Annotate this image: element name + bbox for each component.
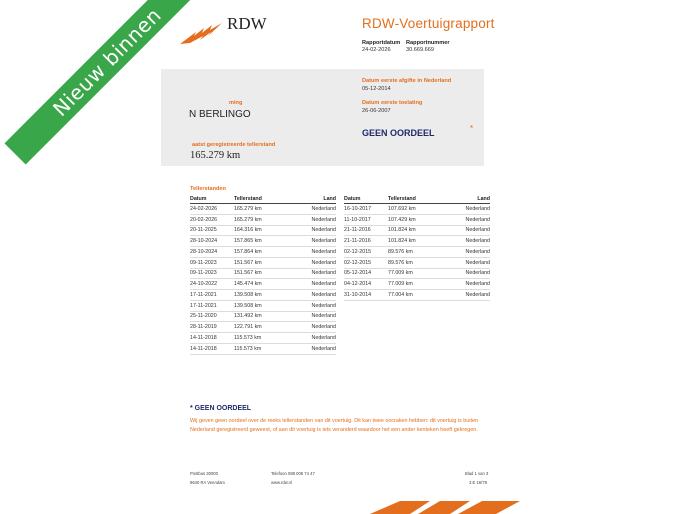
table-row	[344, 236, 490, 247]
cell-reading: 115.573 km	[234, 343, 286, 354]
table-row	[190, 247, 336, 258]
footer-phone: Telefoon 088 008 74 47	[271, 471, 315, 476]
cell-country: Nederland	[286, 279, 336, 290]
table-row	[190, 236, 336, 247]
cell-date: 31-10-2014	[344, 290, 388, 301]
column-header-country: Land	[286, 195, 336, 204]
cell-reading: 77.009 km	[388, 279, 440, 290]
cell-reading: 157.864 km	[234, 247, 286, 258]
cell-date: 25-11-2020	[190, 311, 234, 322]
table-row	[190, 225, 336, 236]
cell-country: Nederland	[440, 290, 490, 301]
verdict-text: GEEN OORDEEL	[362, 128, 435, 138]
footnote-text: Wij geven geen oordeel over de reeks tellerstanden van dit voertuig. Dit kan twee oorzaken hebben: dit voertuig is buiten Nederland geregistreerd geweest, of aan dit voertuig is iets veranderd waardoor het een ander kenteken heeft gekregen.	[190, 418, 478, 433]
cell-reading: 89.576 km	[388, 257, 440, 268]
cell-country: Nederland	[286, 290, 336, 301]
odometer-label: aatst geregistreerde tellerstand	[192, 142, 276, 148]
table-row	[190, 311, 336, 322]
cell-reading: 145.474 km	[234, 279, 286, 290]
brand-label: ming	[229, 100, 243, 106]
cell-country: Nederland	[286, 311, 336, 322]
first-admission-value: 26-06-2007	[362, 108, 391, 114]
cell-reading: 77.004 km	[388, 290, 440, 301]
footer-page: Blad 1 van 3	[465, 471, 489, 476]
cell-reading: 157.865 km	[234, 236, 286, 247]
cell-reading: 115.573 km	[234, 333, 286, 344]
cell-reading: 131.492 km	[234, 311, 286, 322]
cell-date: 02-12-2015	[344, 257, 388, 268]
footer-code: 3.E 16/79	[469, 480, 487, 485]
report-number-label: Rapportnummer	[406, 40, 450, 46]
cell-country: Nederland	[286, 333, 336, 344]
table-row	[344, 247, 490, 258]
cell-date: 28-11-2019	[190, 322, 234, 333]
table-row	[190, 333, 336, 344]
cell-reading: 107.429 km	[388, 214, 440, 225]
report-date-value: 24-02-2026	[362, 47, 391, 53]
table-row	[190, 268, 336, 279]
column-header-date: Datum	[344, 195, 388, 204]
cell-country: Nederland	[440, 268, 490, 279]
cell-reading: 101.824 km	[388, 225, 440, 236]
cell-reading: 139.508 km	[234, 290, 286, 301]
table-row	[190, 257, 336, 268]
cell-date: 05-12-2014	[344, 268, 388, 279]
cell-date: 14-11-2018	[190, 343, 234, 354]
table-row	[344, 268, 490, 279]
table-row	[190, 279, 336, 290]
footer-postbus: Postbus 30000	[190, 471, 218, 476]
cell-country: Nederland	[286, 214, 336, 225]
table-row	[190, 290, 336, 301]
cell-reading: 165.279 km	[234, 204, 286, 215]
cell-date: 16-10-2017	[344, 204, 388, 215]
logo-text: RDW	[227, 14, 267, 33]
cell-reading: 107.692 km	[388, 204, 440, 215]
table-row	[344, 257, 490, 268]
verdict-footnote-mark: *	[470, 124, 474, 133]
ribbon-label: Nieuw binnen	[48, 3, 166, 121]
cell-country: Nederland	[286, 257, 336, 268]
cell-date: 20-02-2026	[190, 214, 234, 225]
cell-country: Nederland	[440, 225, 490, 236]
cell-reading: 122.791 km	[234, 322, 286, 333]
cell-country: Nederland	[286, 268, 336, 279]
cell-reading: 89.576 km	[388, 247, 440, 258]
cell-country: Nederland	[440, 204, 490, 215]
footer-decoration-icon	[370, 497, 530, 514]
cell-country: Nederland	[286, 204, 336, 215]
table-row	[344, 279, 490, 290]
column-header-date: Datum	[190, 195, 234, 204]
cell-date: 28-10-2024	[190, 247, 234, 258]
table-row	[190, 300, 336, 311]
cell-country: Nederland	[286, 300, 336, 311]
cell-reading: 164.316 km	[234, 225, 286, 236]
cell-reading: 77.009 km	[388, 268, 440, 279]
cell-country: Nederland	[286, 225, 336, 236]
cell-reading: 151.567 km	[234, 268, 286, 279]
brand-value: N BERLINGO	[189, 109, 251, 120]
cell-date: 20-11-2025	[190, 225, 234, 236]
table-row	[190, 214, 336, 225]
cell-reading: 101.824 km	[388, 236, 440, 247]
cell-date: 09-11-2023	[190, 257, 234, 268]
table-row	[344, 204, 490, 215]
cell-reading: 139.508 km	[234, 300, 286, 311]
report-number-value: 30.669.669	[406, 47, 434, 53]
footnote-title: * GEEN OORDEEL	[190, 405, 252, 412]
cell-date: 24-10-2022	[190, 279, 234, 290]
cell-date: 24-02-2026	[190, 204, 234, 215]
cell-date: 17-11-2021	[190, 290, 234, 301]
odometer-value: 165.279 km	[190, 150, 241, 161]
cell-country: Nederland	[440, 279, 490, 290]
table-row	[190, 343, 336, 354]
cell-reading: 151.567 km	[234, 257, 286, 268]
cell-country: Nederland	[286, 236, 336, 247]
cell-reading: 165.279 km	[234, 214, 286, 225]
table-row	[344, 290, 490, 301]
column-header-country: Land	[440, 195, 490, 204]
cell-date: 14-11-2018	[190, 333, 234, 344]
cell-date: 17-11-2021	[190, 300, 234, 311]
cell-date: 09-11-2023	[190, 268, 234, 279]
cell-date: 04-12-2014	[344, 279, 388, 290]
cell-country: Nederland	[286, 343, 336, 354]
cell-country: Nederland	[286, 322, 336, 333]
first-nl-value: 05-12-2014	[362, 86, 391, 92]
cell-country: Nederland	[286, 247, 336, 258]
cell-country: Nederland	[440, 214, 490, 225]
first-admission-label: Datum eerste toelating	[362, 100, 423, 106]
readings-table-left	[190, 195, 336, 355]
readings-section-title: Tellerstanden	[190, 186, 226, 192]
cell-date: 11-10-2017	[344, 214, 388, 225]
footer-website: www.rdw.nl	[271, 480, 292, 485]
footer-address: 9640 RA Veendam	[190, 480, 225, 485]
column-header-reading: Tellerstand	[388, 195, 440, 204]
cell-date: 02-12-2015	[344, 247, 388, 258]
column-header-reading: Tellerstand	[234, 195, 286, 204]
report-title: RDW-Voertuigrapport	[362, 16, 495, 31]
first-nl-label: Datum eerste afgifte in Nederland	[362, 78, 452, 84]
cell-date: 21-11-2016	[344, 225, 388, 236]
cell-country: Nederland	[440, 247, 490, 258]
table-row	[190, 204, 336, 215]
cell-date: 28-10-2024	[190, 236, 234, 247]
cell-country: Nederland	[440, 257, 490, 268]
table-row	[344, 214, 490, 225]
cell-date: 21-11-2016	[344, 236, 388, 247]
report-date-label: Rapportdatum	[362, 40, 401, 46]
readings-table-right	[344, 195, 490, 301]
new-arrival-ribbon	[0, 0, 320, 200]
table-row	[344, 225, 490, 236]
cell-country: Nederland	[440, 236, 490, 247]
table-row	[190, 322, 336, 333]
